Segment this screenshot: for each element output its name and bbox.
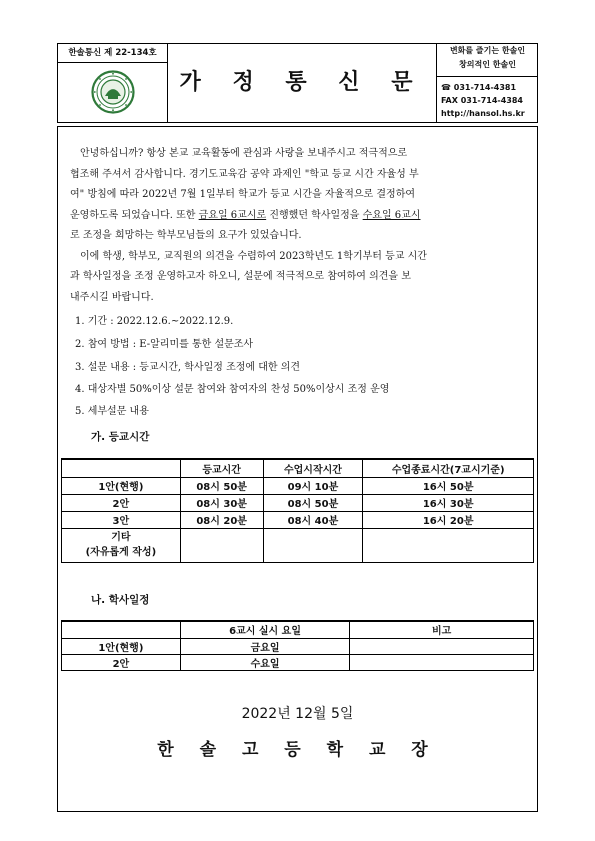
table-cell: 08시 30분 xyxy=(180,494,263,511)
intro-line: 여" 방침에 따라 2022년 7월 1일부터 학교가 등교 시간을 자율적으로 결정하여 xyxy=(70,189,416,200)
table-header-cell xyxy=(62,459,181,477)
list-item: 2. 참여 방법 : E-알리미를 통한 설문조사 xyxy=(75,339,254,350)
underlined-wednesday: 수요일 6교시 xyxy=(362,209,421,221)
school-url[interactable]: http://hansol.hs.kr xyxy=(441,109,525,118)
table-cell: 08시 20분 xyxy=(180,511,263,528)
request-line: 내주시길 바랍니다. xyxy=(70,291,154,303)
table-header-cell: 6교시 실시 요일 xyxy=(180,621,350,638)
request-line: 과 학사일정을 조정 운영하고자 하오니, 설문에 적극적으로 참여하여 의견을 보 xyxy=(70,271,411,282)
table-row xyxy=(62,477,534,494)
etc-label-line: 기타 xyxy=(111,532,131,543)
intro-paragraph xyxy=(70,144,525,308)
table-cell: 08시 50분 xyxy=(263,494,363,511)
table-cell: 08시 50분 xyxy=(180,477,263,494)
table-cell: 09시 10분 xyxy=(263,477,363,494)
option-label: 2안 xyxy=(62,494,181,511)
document-title: 가 정 통 신 문 xyxy=(179,70,425,95)
free-input-cell[interactable] xyxy=(363,528,534,562)
phone-number: ☎ 031-714-4381 xyxy=(441,83,517,92)
table-cell: 16시 30분 xyxy=(363,494,534,511)
table-header-cell: 수업시작시간 xyxy=(263,459,363,477)
table-header-cell: 등교시간 xyxy=(180,459,263,477)
intro-line: 로 조정을 희망하는 학부모님들의 요구가 있었습니다. xyxy=(70,230,302,241)
letterhead-right xyxy=(436,44,538,122)
list-item: 5. 세부설문 내용 xyxy=(75,406,149,417)
intro-line: 안녕하십니까? 항상 본교 교육활동에 관심과 사랑을 보내주시고 적극적으로 xyxy=(80,148,408,159)
section-heading-arrival-time: 가. 등교시간 xyxy=(91,431,150,443)
option-label: 1안(현행) xyxy=(62,638,181,654)
table-cell: 16시 50분 xyxy=(363,477,534,494)
table-row xyxy=(62,638,534,654)
intro-text: 진행했던 학사일정을 xyxy=(266,209,363,221)
intro-line xyxy=(70,206,525,227)
intro-line: 협조해 주셔서 감사합니다. 경기도교육감 공약 과제인 "학교 등교 시간 자율성 부 xyxy=(70,168,419,180)
school-emblem-icon xyxy=(91,70,135,114)
list-item: 3. 설문 내용 : 등교시간, 학사일정 조정에 대한 의견 xyxy=(75,362,301,373)
table-row xyxy=(62,494,534,511)
table-row-etc xyxy=(62,528,534,562)
table-row xyxy=(62,654,534,670)
underlined-friday: 금요일 6교시로 xyxy=(198,209,267,221)
letterhead-left xyxy=(58,44,168,122)
fax-number: FAX 031-714-4384 xyxy=(441,96,523,105)
issue-date: 2022년 12월 5일 xyxy=(241,706,354,722)
option-label: 2안 xyxy=(62,654,181,670)
schedule-table xyxy=(61,620,534,671)
remarks-cell[interactable] xyxy=(350,654,534,670)
table-row xyxy=(62,511,534,528)
table-header-cell: 수업종료시간(7교시기준) xyxy=(363,459,534,477)
option-label: 3안 xyxy=(62,511,181,528)
letterhead xyxy=(57,43,538,123)
section-heading-schedule: 나. 학사일정 xyxy=(91,594,150,606)
motto-line-2: 창의적인 한솔인 xyxy=(459,60,516,69)
table-header-row xyxy=(62,459,534,477)
table-cell: 16시 20분 xyxy=(363,511,534,528)
free-input-cell[interactable] xyxy=(263,528,363,562)
remarks-cell[interactable] xyxy=(350,638,534,654)
option-label: 1안(현행) xyxy=(62,477,181,494)
contact-info xyxy=(441,81,525,120)
motto-line-1: 변화를 즐기는 한솔인 xyxy=(449,46,526,55)
etc-label-line: (자유롭게 작성) xyxy=(85,547,157,558)
school-motto xyxy=(437,44,538,77)
table-cell: 금요일 xyxy=(180,638,350,654)
table-header-cell: 비고 xyxy=(350,621,534,638)
request-line: 이에 학생, 학부모, 교직원의 의견을 수렴하여 2023학년도 1학기부터 등교 시간 xyxy=(80,250,427,262)
free-input-cell[interactable] xyxy=(180,528,263,562)
table-header-cell xyxy=(62,621,181,638)
table-cell: 08시 40분 xyxy=(263,511,363,528)
table-header-row xyxy=(62,621,534,638)
intro-text: 운영하도록 되었습니다. 또한 xyxy=(70,209,199,221)
issue-number: 한솔통신 제 22-134호 xyxy=(58,44,167,63)
arrival-time-table xyxy=(61,458,534,563)
table-cell: 수요일 xyxy=(180,654,350,670)
principal-signature: 한 솔 고 등 학 교 장 xyxy=(157,740,438,760)
list-item: 1. 기간 : 2022.12.6.~2022.12.9. xyxy=(75,316,234,327)
list-item: 4. 대상자별 50%이상 설문 참여와 참여자의 찬성 50%이상시 조정 운영 xyxy=(75,384,390,395)
etc-label xyxy=(62,528,181,562)
